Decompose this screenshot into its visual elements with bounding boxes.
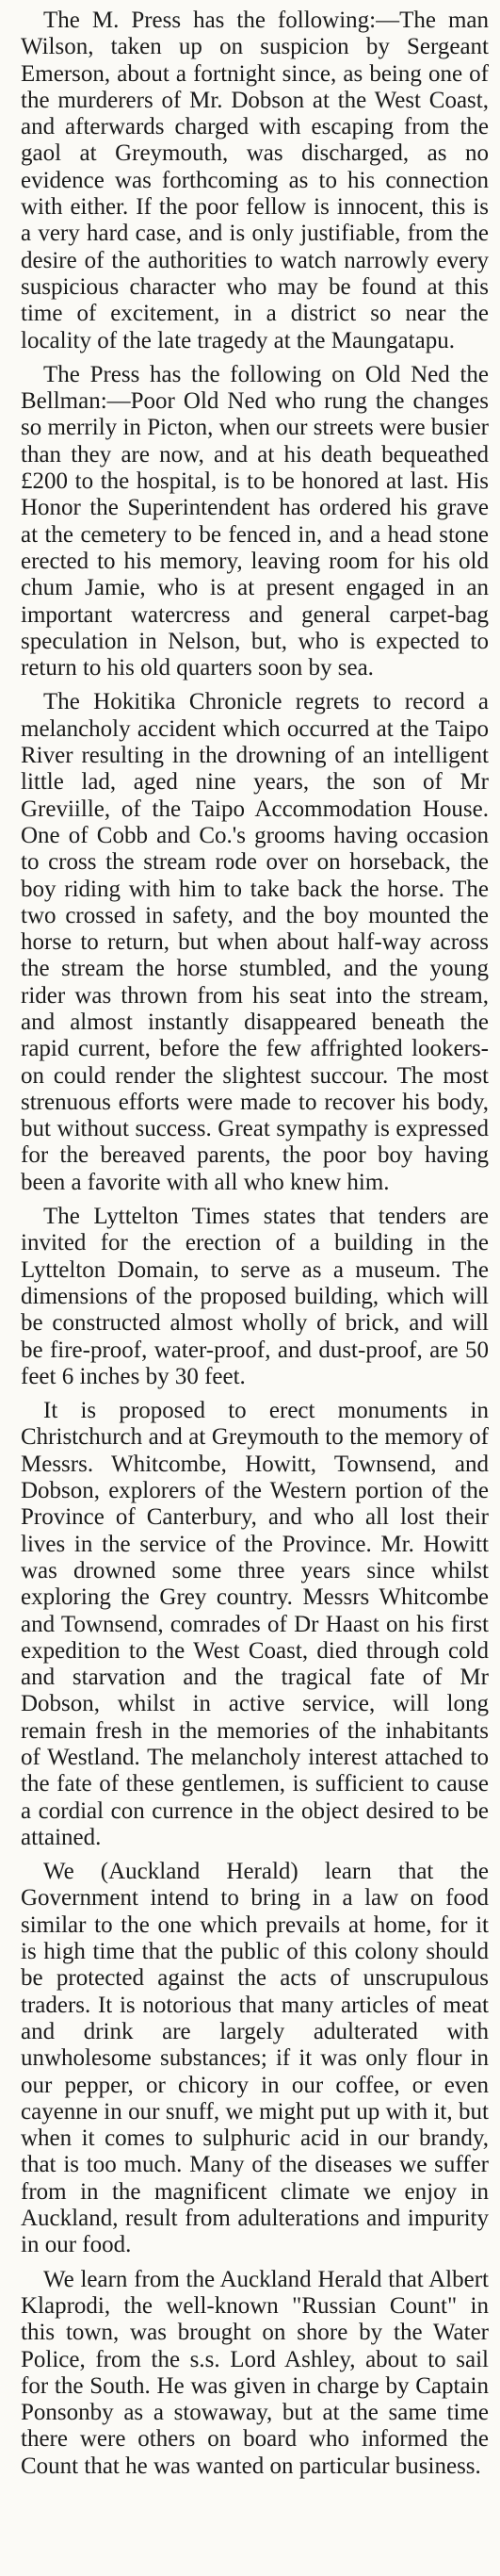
paragraph-food-adulteration: We (Auckland Herald) learn that the Government intend to bring in a law on food similar to the one which prevails at home, for it is high time that the public of this colony should be protected against the acts of unscrupulous traders. It is notorious that many articles of meat and drink are largely adulterated with unwholesome substances; if it was only flour in our pepper, or chicory in our coffee, or even cayenne in our snuff, we might put up with it, but when it comes to sulphuric acid in our brandy, that is too much. Many of the diseases we suffer from in the magnificent climate we enjoy in Auckland, result from adulterations and impurity in our food. <box>21 1859 489 2258</box>
paragraph-old-ned-bellman: The Press has the following on Old Ned the Bellman:—Poor Old Ned who rung the changes so merrily in Picton, when our streets were busier than they are now, and at his death bequeathed £200 to the hospital, is to be honored at last. His Honor the Superintendent has ordered his grave at the cemetery to be fenced in, and a head stone erected to his memory, leaving room for his old chum Jamie, who is at present engaged in an important watercress and general carpet-bag speculation in Nelson, but, who is expected to return to his old quarters soon by sea. <box>21 361 489 681</box>
paragraph-explorers-monuments: It is proposed to erect monuments in Christchurch and at Greymouth to the memory of Messrs. Whitcombe, Howitt, Townsend, and Dobson, explorers of the Western portion of the Province of Canterbury, and who all lost their lives in the service of the Province. Mr. Howitt was drowned some three years since whilst exploring the Grey country. Messrs Whitcombe and Townsend, comrades of Dr Haast on his first expedition to the West Coast, died through cold and starvation and the tragical fate of Mr Dobson, whilst in active service, will long remain fresh in the memories of the inhabitants of Westland. The melancholy interest attached to the fate of these gentlemen, is sufficient to cause a cordial con currence in the object desired to be attained. <box>21 1398 489 1850</box>
paragraph-russian-count: We learn from the Auckland Herald that Albert Klaprodi, the well-known "Russian Count" in this town, was brought on shore by the Water Police, from the s.s. Lord Ashley, about to sail for the South. He was given in charge by Captain Ponsonby as a stowaway, but at the same time there were others on board who informed the Count that he was wanted on particular business. <box>21 2266 489 2479</box>
paragraph-taipo-drowning: The Hokitika Chronicle regrets to record a melancholy accident which occurred at the Taipo River resulting in the drowning of an intelligent little lad, aged nine years, the son of Mr Greviille, of the Taipo Accommodation House. One of Cobb and Co.'s grooms having occasion to cross the stream rode over on horseback, the boy riding with him to take back the horse. The two crossed in safety, and the boy mounted the horse to return, but when about half-way across the stream the horse stumbled, and the young rider was thrown from his seat into the stream, and almost instantly disappeared beneath the rapid current, before the few affrighted lookers-on could render the slightest succour. The most strenuous efforts were made to recover his body, but without success. Great sympathy is expressed for the bereaved parents, the poor boy having been a favorite with all who knew him. <box>21 689 489 1195</box>
paragraph-dobson-suspect: The M. Press has the following:—The man Wilson, taken up on suspicion by Sergeant Emerson, about a fortnight since, as being one of the murderers of Mr. Dobson at the West Coast, and afterwards charged with escaping from the gaol at Greymouth, was discharged, as no evidence was forthcoming as to his connection with either. If the poor fellow is innocent, this is a very hard case, and is only justifiable, from the desire of the authorities to watch narrowly every suspicious character who may be found at this time of excitement, in a district so near the locality of the late tragedy at the Maungatapu. <box>21 8 489 353</box>
paragraph-lyttelton-museum: The Lyttelton Times states that tenders are invited for the erection of a building in the Lyttelton Domain, to serve as a museum. The dimensions of the proposed building, which will be constructed almost wholly of brick, and will be fire-proof, water-proof, and dust-proof, are 50 feet 6 inches by 30 feet. <box>21 1204 489 1389</box>
